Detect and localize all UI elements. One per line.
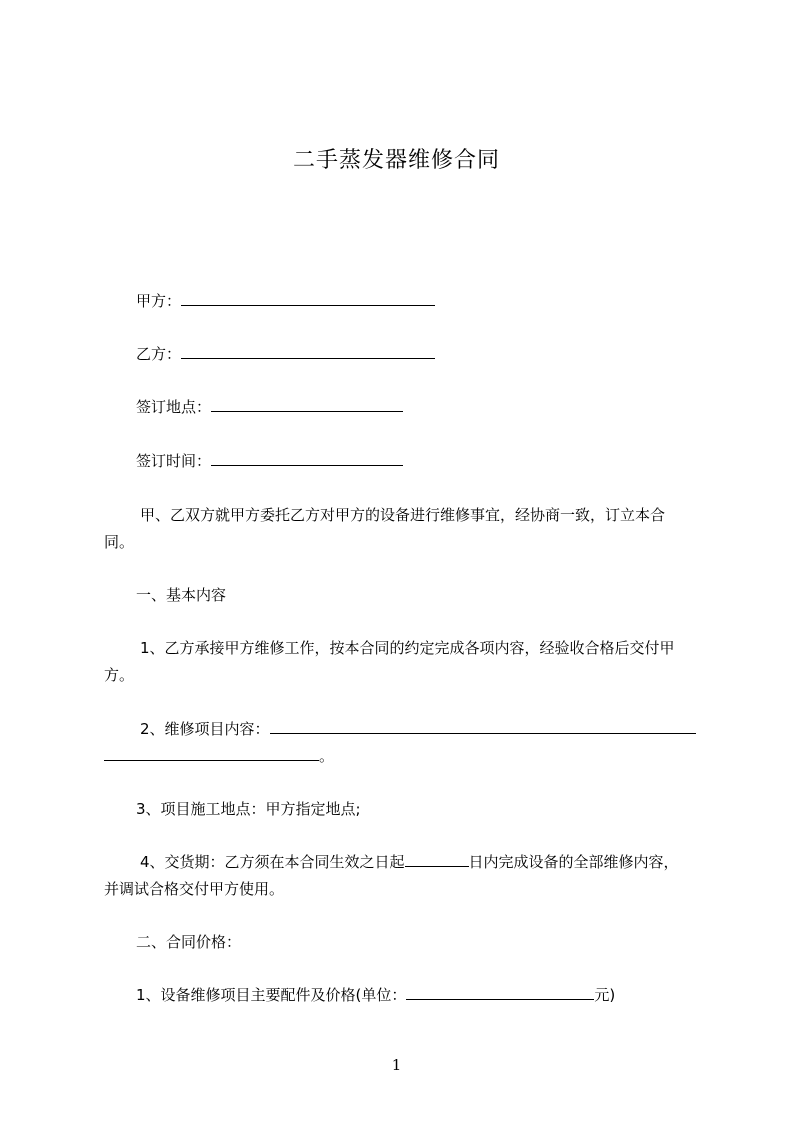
document-title: 二手蒸发器维修合同: [292, 148, 500, 173]
intro-line-1: 甲、乙双方就甲方委托乙方对甲方的设备进行维修事宜，经协商一致，订立本合: [140, 506, 666, 524]
party-a-line: [136, 291, 435, 311]
item1-line-2: 方。: [104, 666, 135, 684]
item2-blank-1[interactable]: [270, 719, 696, 734]
party-b-line: [136, 344, 435, 364]
price-post: 元): [594, 986, 616, 1004]
section2-heading: 二、合同价格：: [136, 933, 242, 951]
sign-time-label: 签订时间：: [136, 452, 212, 470]
party-a-label: 甲方：: [136, 292, 182, 310]
item1-line-1: 1、乙方承接甲方维修工作，按本合同的约定完成各项内容，经验收合格后交付甲: [140, 639, 675, 657]
party-b-label: 乙方：: [136, 345, 182, 363]
sign-time-blank[interactable]: [211, 451, 403, 466]
intro-line-2: 同。: [104, 533, 135, 551]
sign-place-line: [136, 397, 403, 417]
item2-blank-2[interactable]: [104, 746, 319, 761]
price-pre: 1、设备维修项目主要配件及价格(单位：: [136, 986, 407, 1004]
section1-heading: 一、基本内容: [136, 586, 227, 604]
price-line: [136, 985, 615, 1005]
item2-line-1: [140, 719, 696, 739]
item4-line-2: 并调试合格交付甲方使用。: [104, 880, 285, 898]
sign-place-label: 签订地点：: [136, 398, 212, 416]
item2-label: 2、维修项目内容：: [140, 720, 270, 738]
sign-place-blank[interactable]: [211, 397, 403, 412]
sign-time-line: [136, 451, 403, 471]
item4-pre: 4、交货期：乙方须在本合同生效之日起: [140, 853, 405, 871]
item4-line-1: [140, 852, 679, 872]
page-number: 1: [391, 1056, 402, 1074]
party-a-blank[interactable]: [181, 291, 435, 306]
item4-post: 日内完成设备的全部维修内容，: [468, 853, 679, 871]
price-unit-blank[interactable]: [406, 985, 594, 1000]
item3: 3、项目施工地点：甲方指定地点;: [136, 800, 361, 818]
item2-end: 。: [319, 747, 335, 765]
item2-line-2: [104, 746, 334, 766]
party-b-blank[interactable]: [181, 344, 435, 359]
item4-days-blank[interactable]: [405, 852, 469, 867]
